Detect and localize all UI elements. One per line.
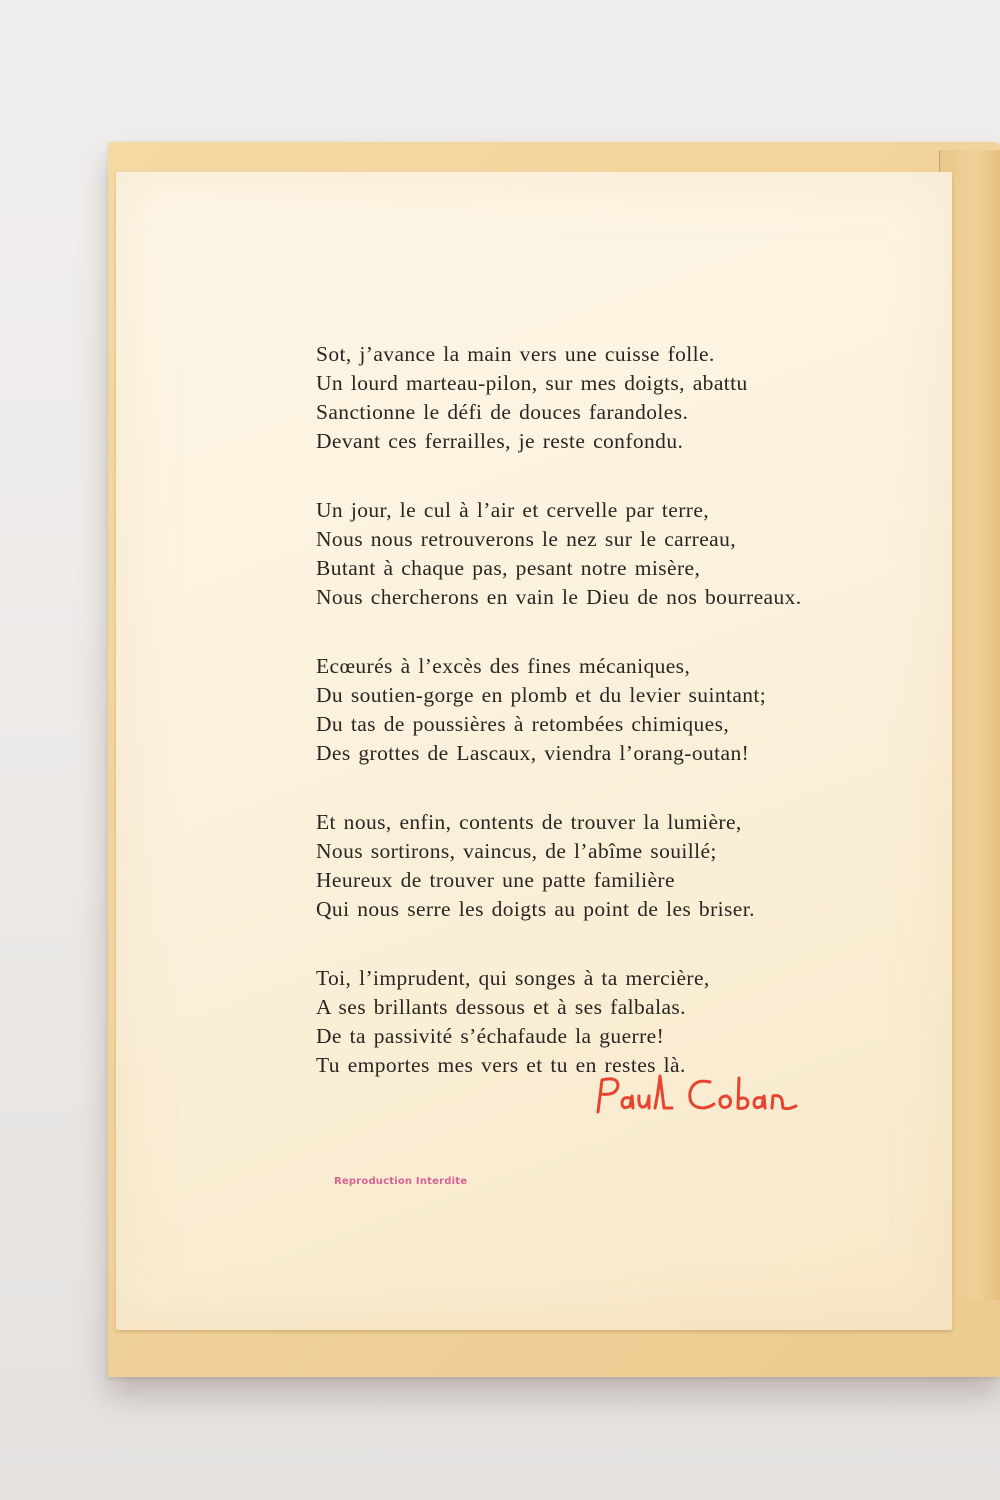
stanza-3 bbox=[316, 652, 876, 768]
poem-line: A ses brillants dessous et à ses falbalas. bbox=[316, 995, 686, 1019]
poem-line: Butant à chaque pas, pesant notre misère, bbox=[316, 556, 701, 580]
poem-line: Du tas de poussières à retombées chimiques, bbox=[316, 712, 730, 736]
poem-line: Heureux de trouver une patte familière bbox=[316, 868, 675, 892]
poem-line: Ecœurés à l’excès des fines mécaniques, bbox=[316, 654, 691, 678]
poem-text bbox=[316, 340, 876, 1120]
signature-paul-coban bbox=[592, 1072, 832, 1122]
poem-line: Nous chercherons en vain le Dieu de nos bourreaux. bbox=[316, 585, 802, 609]
poem-line: De ta passivité s’échafaude la guerre! bbox=[316, 1024, 665, 1048]
poem-line: Un lourd marteau-pilon, sur mes doigts, abattu bbox=[316, 371, 748, 395]
poem-line: Des grottes de Lascaux, viendra l’orang-outan! bbox=[316, 741, 750, 765]
stanza-2 bbox=[316, 496, 876, 612]
poem-line: Toi, l’imprudent, qui songes à ta mercière, bbox=[316, 966, 710, 990]
stanza-1 bbox=[316, 340, 876, 456]
poem-line: Sanctionne le défi de douces farandoles. bbox=[316, 400, 689, 424]
poem-line: Sot, j’avance la main vers une cuisse folle. bbox=[316, 342, 715, 366]
reproduction-stamp: Reproduction Interdite bbox=[334, 1176, 468, 1187]
poem-line: Du soutien-gorge en plomb et du levier suintant; bbox=[316, 683, 767, 707]
poem-line: Nous nous retrouverons le nez sur le carreau, bbox=[316, 527, 737, 551]
poem-line: Devant ces ferrailles, je reste confondu. bbox=[316, 429, 684, 453]
poem-line: Un jour, le cul à l’air et cervelle par terre, bbox=[316, 498, 710, 522]
poem-line: Tu emportes mes vers et tu en restes là. bbox=[316, 1053, 686, 1077]
stanza-4 bbox=[316, 808, 876, 924]
stanza-5 bbox=[316, 964, 876, 1080]
poem-line: Qui nous serre les doigts au point de les briser. bbox=[316, 897, 755, 921]
poem-line: Et nous, enfin, contents de trouver la lumière, bbox=[316, 810, 742, 834]
poem-line: Nous sortirons, vaincus, de l’abîme souillé; bbox=[316, 839, 717, 863]
